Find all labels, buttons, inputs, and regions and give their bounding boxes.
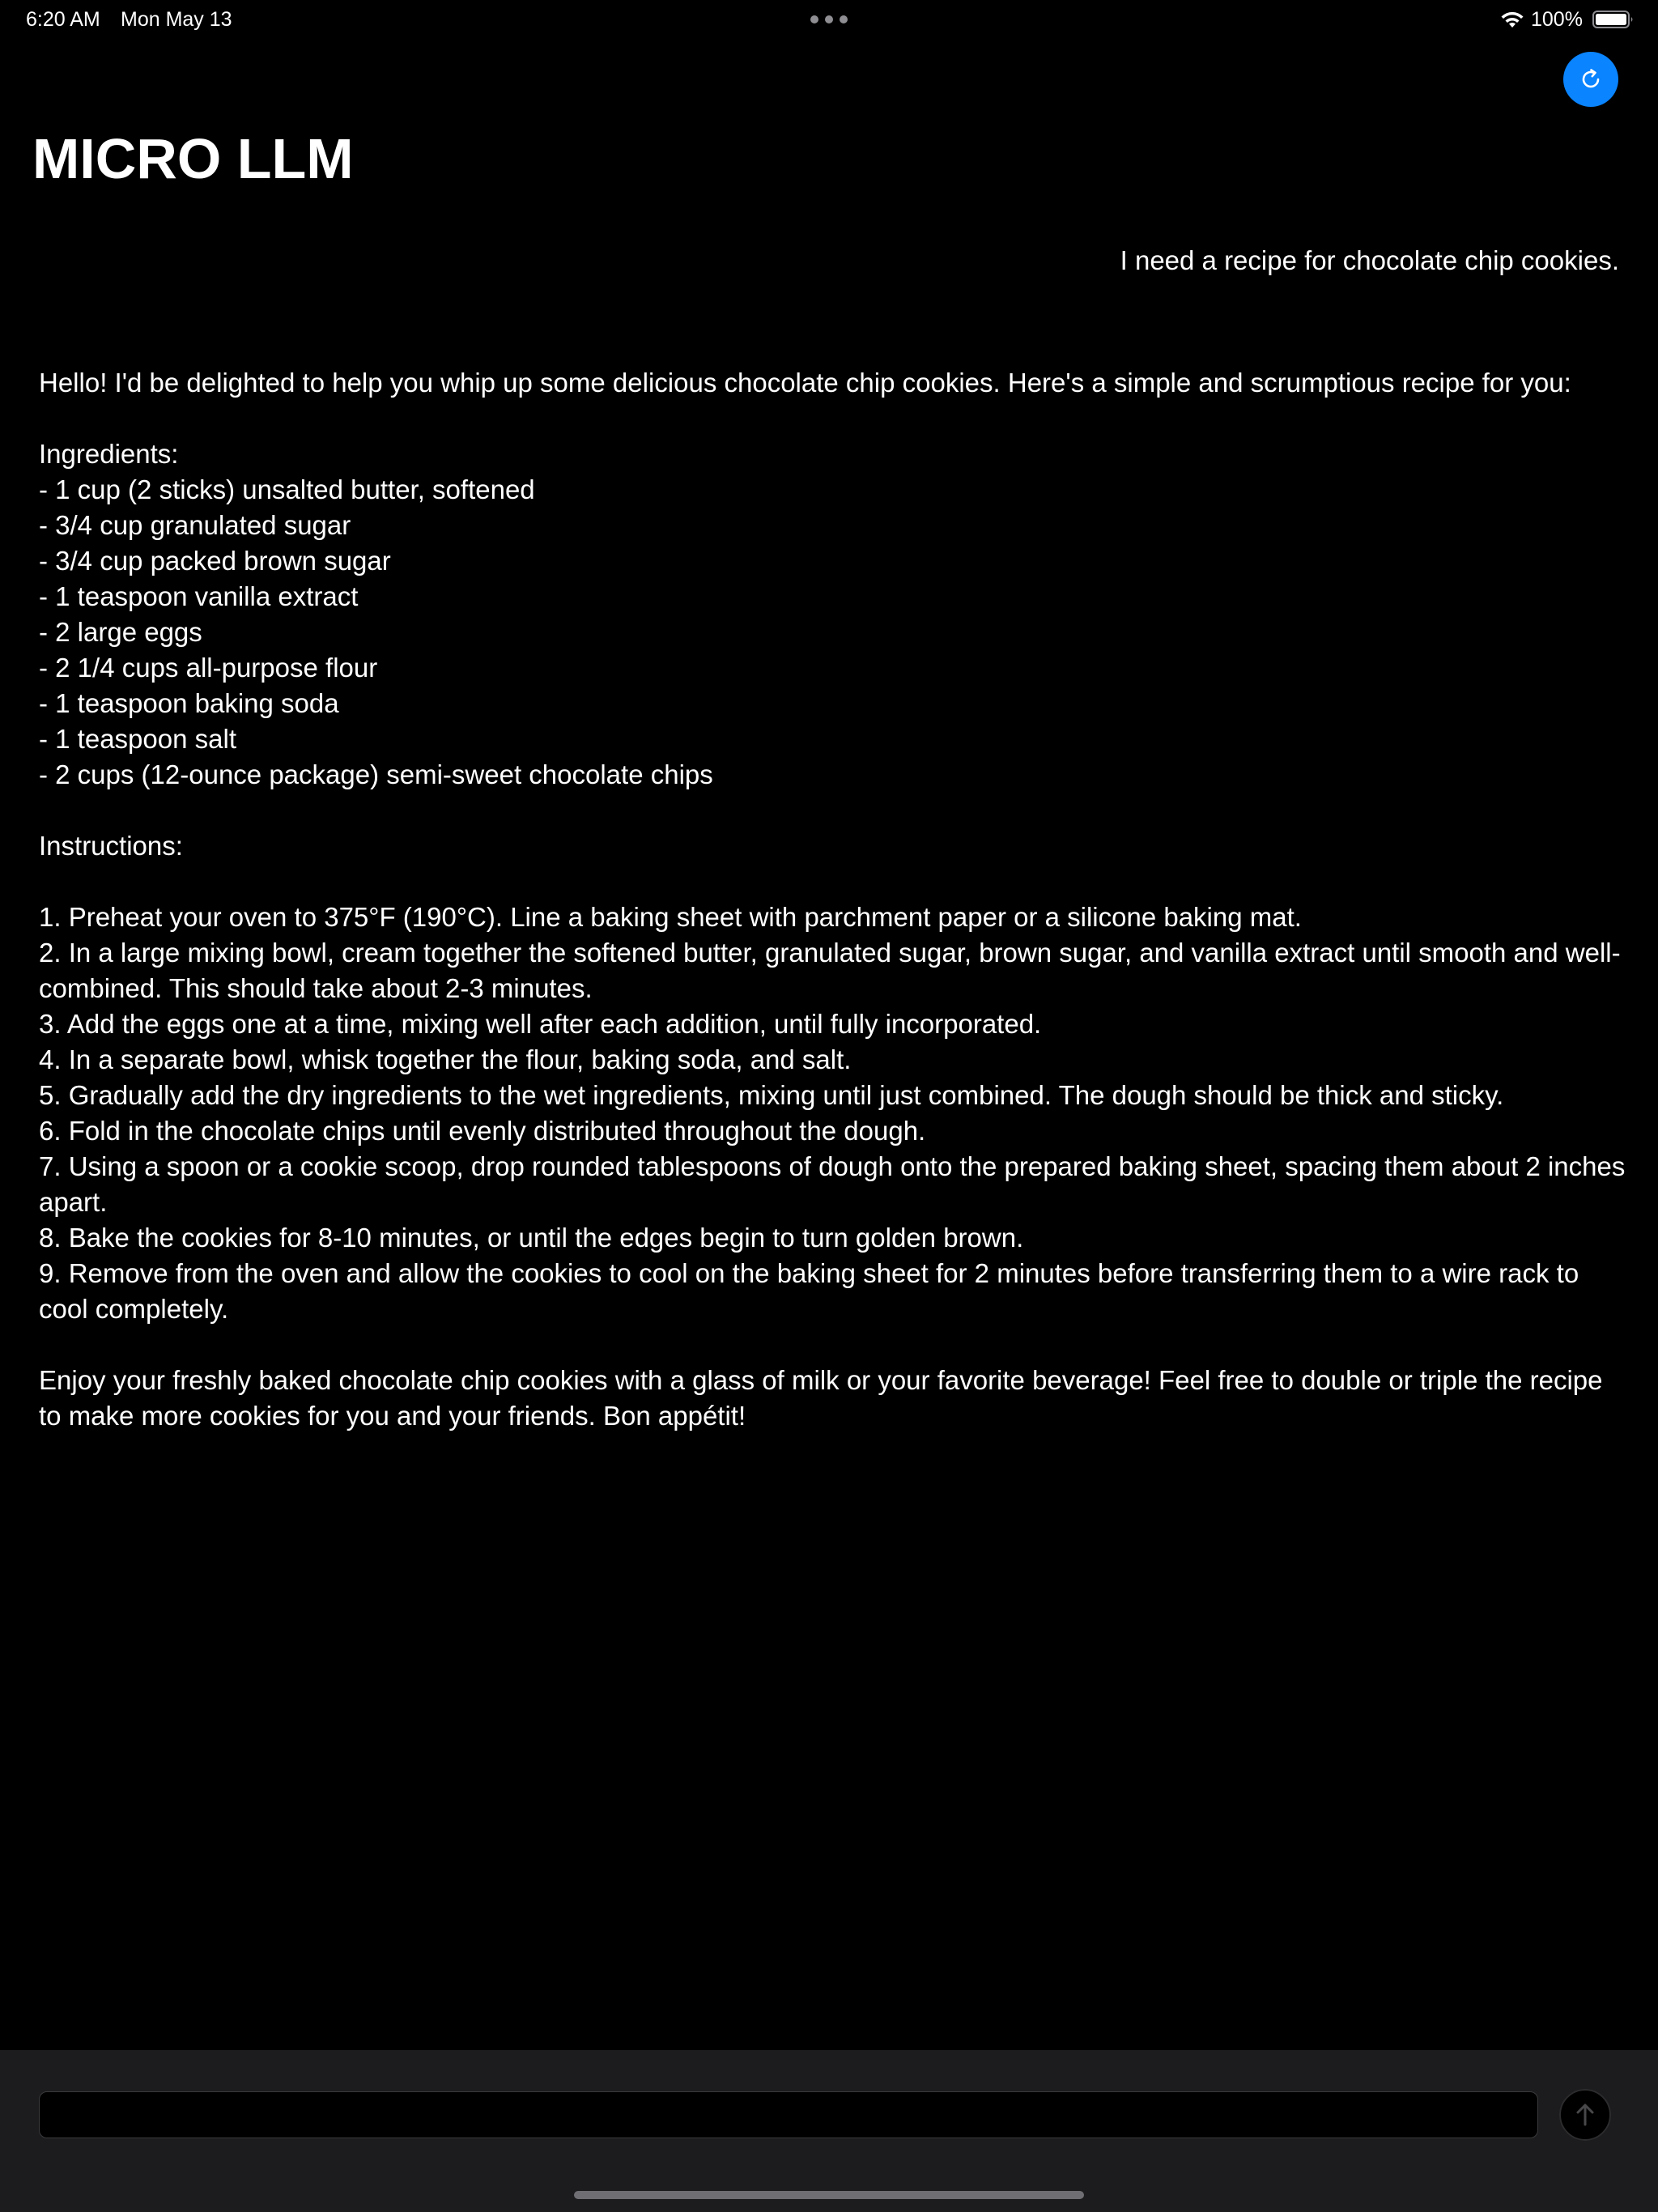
more-dots-icon[interactable]: [810, 15, 848, 23]
user-message: I need a recipe for chocolate chip cookies.: [1120, 245, 1619, 275]
battery-percent: 100%: [1531, 8, 1583, 31]
arrow-up-icon: [1559, 2089, 1611, 2141]
assistant-closing: Enjoy your freshly baked chocolate chip cookies with a glass of milk or your favorite beverage! Feel free to double or triple the recipe to make more cookies for you and your friends. Bon appétit!: [39, 1365, 1603, 1431]
assistant-intro: Hello! I'd be delighted to help you whip up some delicious chocolate chip cookies. Here's a simple and scrumptious recipe for you:: [39, 368, 1571, 398]
ingredient-item: - 1 teaspoon baking soda: [39, 688, 339, 718]
instruction-step: 1. Preheat your oven to 375°F (190°C). Line a baking sheet with parchment paper or a silicone baking mat.: [39, 902, 1302, 932]
ingredient-item: - 3/4 cup granulated sugar: [39, 510, 351, 540]
ingredient-item: - 1 teaspoon vanilla extract: [39, 581, 359, 611]
home-indicator: [574, 2191, 1084, 2199]
ingredient-item: - 1 cup (2 sticks) unsalted butter, softened: [39, 474, 535, 504]
message-input[interactable]: [39, 2091, 1538, 2138]
instruction-step: 3. Add the eggs one at a time, mixing well after each addition, until fully incorporated.: [39, 1009, 1042, 1039]
page-title: MICRO LLM: [32, 127, 354, 190]
instruction-step: 5. Gradually add the dry ingredients to the wet ingredients, mixing until just combined. The dough should be thick and sticky.: [39, 1080, 1504, 1110]
ingredient-item: - 1 teaspoon salt: [39, 724, 236, 754]
instruction-step: 2. In a large mixing bowl, cream together the softened butter, granulated sugar, brown sugar, and vanilla extract until smooth and well-combined. This should take about 2-3 minutes.: [39, 938, 1621, 1003]
send-button[interactable]: [1559, 2089, 1611, 2141]
status-date: Mon May 13: [121, 8, 232, 31]
wifi-icon: [1499, 10, 1525, 29]
refresh-icon: [1577, 66, 1605, 93]
instruction-step: 9. Remove from the oven and allow the cookies to cool on the baking sheet for 2 minutes before transferring them to a wire rack to cool completely.: [39, 1258, 1579, 1324]
status-bar: [0, 0, 1658, 39]
ingredients-heading: Ingredients:: [39, 439, 179, 469]
ingredient-item: - 2 cups (12-ounce package) semi-sweet chocolate chips: [39, 759, 713, 789]
instructions-heading: Instructions:: [39, 831, 183, 861]
instruction-step: 8. Bake the cookies for 8-10 minutes, or until the edges begin to turn golden brown.: [39, 1223, 1024, 1253]
ingredient-item: - 3/4 cup packed brown sugar: [39, 546, 391, 576]
instruction-step: 7. Using a spoon or a cookie scoop, drop rounded tablespoons of dough onto the prepared baking sheet, spacing them about 2 inches apart.: [39, 1151, 1626, 1217]
ingredient-item: - 2 large eggs: [39, 617, 202, 647]
status-time: 6:20 AM: [26, 8, 100, 31]
battery-icon: [1592, 10, 1635, 29]
instruction-step: 4. In a separate bowl, whisk together the flour, baking soda, and salt.: [39, 1044, 852, 1074]
assistant-message: [39, 365, 1626, 1434]
instruction-step: 6. Fold in the chocolate chips until evenly distributed throughout the dough.: [39, 1116, 926, 1146]
refresh-button[interactable]: [1563, 52, 1618, 107]
ingredient-item: - 2 1/4 cups all-purpose flour: [39, 653, 378, 683]
